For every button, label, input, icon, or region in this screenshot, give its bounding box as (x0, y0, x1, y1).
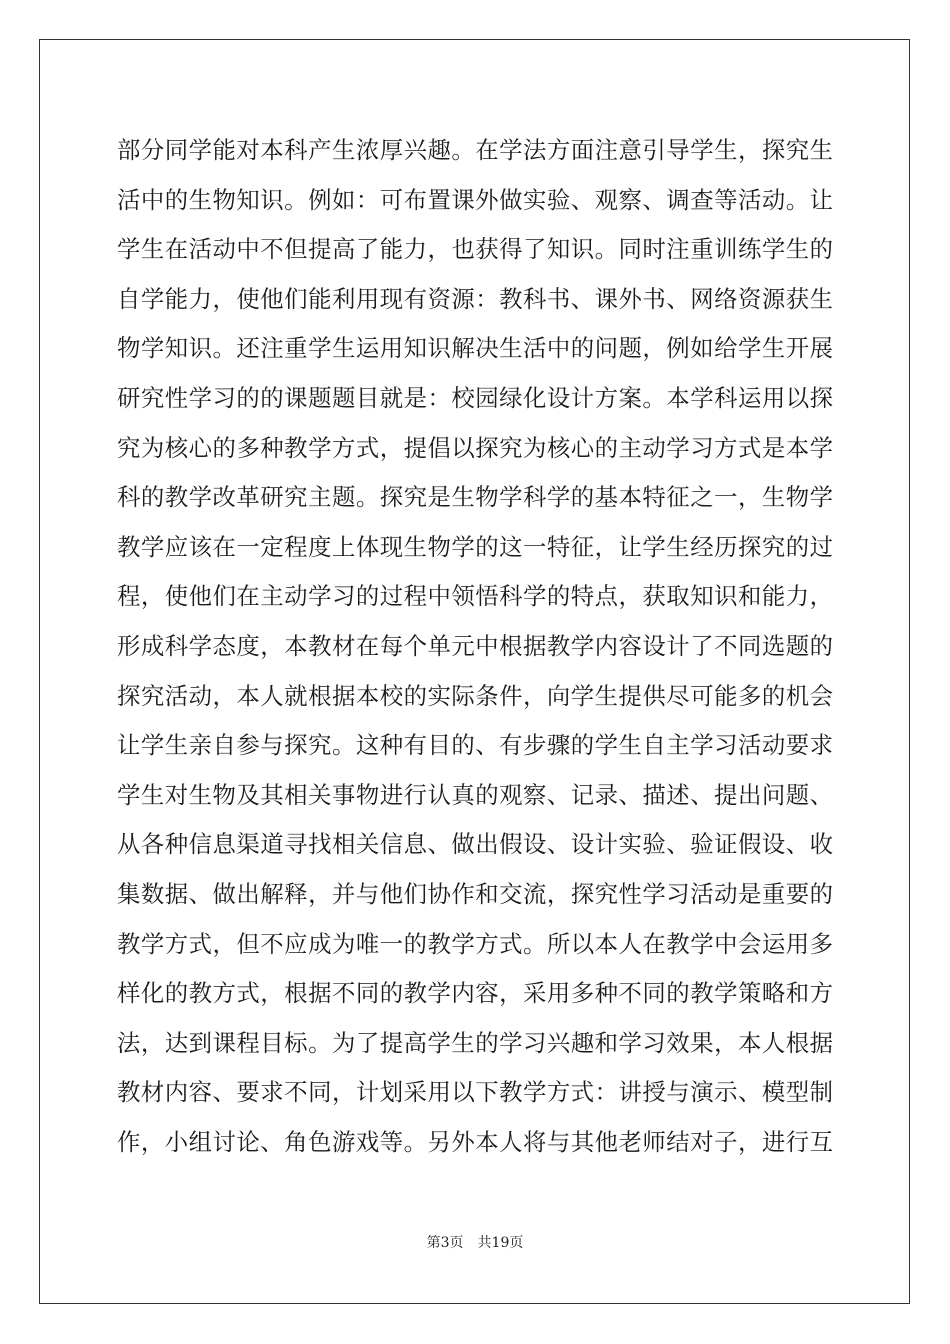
text-line: 活中的生物知识。例如：可布置课外做实验、观察、调查等活动。让 (117, 185, 833, 214)
text-line: 部分同学能对本科产生浓厚兴趣。在学法方面注意引导学生，探究生 (117, 136, 833, 164)
text-line: 科的教学改革研究主题。探究是生物学科学的基本特征之一，生物学 (117, 483, 833, 512)
text-line: 集数据、做出解释，并与他们协作和交流，探究性学习活动是重要的 (117, 879, 833, 908)
text-line: 教学应该在一定程度上体现生物学的这一特征，让学生经历探究的过 (117, 532, 833, 561)
text-line: 从各种信息渠道寻找相关信息、做出假设、设计实验、验证假设、收 (117, 830, 833, 859)
text-line: 教材内容、要求不同，计划采用以下教学方式：讲授与演示、模型制 (117, 1078, 833, 1107)
text-line: 学生对生物及其相关事物进行认真的观察、记录、描述、提出问题、 (117, 780, 833, 809)
text-line: 形成科学态度，本教材在每个单元中根据教学内容设计了不同选题的 (117, 631, 833, 660)
text-line: 究为核心的多种教学方式，提倡以探究为核心的主动学习方式是本学 (117, 433, 833, 462)
page-number: 第3页 (426, 1235, 464, 1251)
text-line: 让学生亲自参与探究。这种有目的、有步骤的学生自主学习活动要求 (117, 731, 833, 760)
text-line: 物学知识。还注重学生运用知识解决生活中的问题，例如给学生开展 (117, 334, 833, 363)
page-footer (0, 1232, 950, 1252)
page-total: 共19页 (477, 1235, 524, 1251)
text-line: 作，小组讨论、角色游戏等。另外本人将与其他老师结对子，进行互 (117, 1127, 833, 1156)
document-body (117, 126, 833, 1167)
text-line: 程，使他们在主动学习的过程中领悟科学的特点，获取知识和能力， (117, 582, 833, 611)
text-line: 探究活动，本人就根据本校的实际条件，向学生提供尽可能多的机会 (117, 681, 833, 710)
text-line: 自学能力，使他们能利用现有资源：教科书、课外书、网络资源获生 (117, 284, 833, 313)
text-line: 样化的教方式，根据不同的教学内容，采用多种不同的教学策略和方 (117, 979, 833, 1008)
text-line: 学生在活动中不但提高了能力，也获得了知识。同时注重训练学生的 (117, 235, 833, 264)
text-line: 教学方式，但不应成为唯一的教学方式。所以本人在教学中会运用多 (117, 929, 833, 958)
text-line: 法，达到课程目标。为了提高学生的学习兴趣和学习效果，本人根据 (117, 1028, 833, 1057)
text-line: 研究性学习的的课题题目就是：校园绿化设计方案。本学科运用以探 (117, 383, 833, 412)
